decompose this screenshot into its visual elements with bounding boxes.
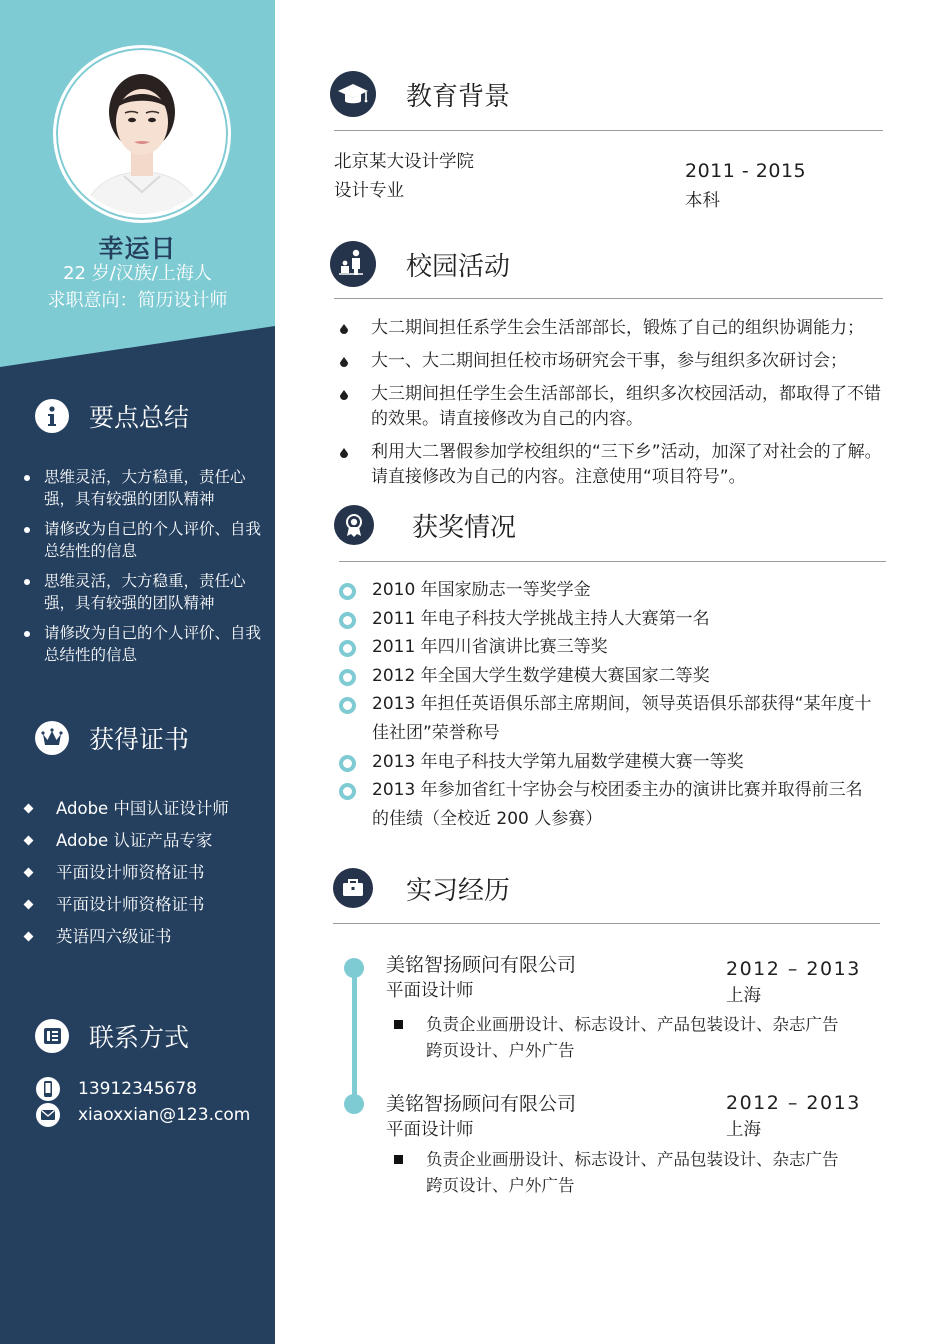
- award-item: 2011 年电子科技大学挑战主持人大赛第一名: [338, 605, 878, 634]
- internship-years: 2012 – 2013: [726, 1092, 861, 1114]
- mail-icon: [36, 1103, 60, 1127]
- awards-list: [338, 576, 878, 833]
- education-heading: [330, 71, 510, 117]
- contact-phone-row: [36, 1077, 197, 1101]
- summary-heading: [35, 398, 189, 434]
- internship-location: 上海: [726, 1120, 761, 1140]
- award-item: 2010 年国家励志一等奖学金: [338, 576, 878, 605]
- avatar: [62, 54, 222, 214]
- education-divider: [334, 130, 883, 131]
- certificates-heading: [35, 720, 189, 756]
- square-bullet: [394, 1155, 403, 1164]
- internship-duty: 负责企业画册设计、标志设计、产品包装设计、杂志广告跨页设计、户外广告: [426, 1015, 839, 1060]
- education-degree: 本科: [685, 191, 720, 211]
- activity-item: 大二期间担任系学生会生活部部长，锻炼了自己的组织协调能力；: [338, 316, 883, 341]
- internship-role: 平面设计师: [386, 1120, 474, 1140]
- certificate-item: 英语四六级证书: [22, 921, 262, 953]
- sidebar: [0, 0, 275, 1344]
- education-title: 教育背景: [406, 81, 511, 112]
- contact-email-row: [36, 1103, 250, 1127]
- briefcase-icon: [333, 868, 373, 908]
- award-item: 2012 年全国大学生数学建模大赛国家二等奖: [338, 662, 878, 691]
- activities-list: [338, 316, 883, 498]
- internship-years: 2012 – 2013: [726, 958, 861, 980]
- activity-item: 大一、大二期间担任校市场研究会干事，参与组织多次研讨会；: [338, 349, 883, 374]
- medal-icon: [334, 505, 374, 545]
- award-item: 2013 年参加省红十字协会与校团委主办的演讲比赛并取得前三名的佳绩（全校近 200 人参赛）: [338, 776, 878, 833]
- contact-card-icon: [35, 1019, 69, 1053]
- summary-list: [22, 466, 262, 674]
- awards-heading: [334, 505, 516, 545]
- certificate-item: Adobe 认证产品专家: [22, 825, 262, 857]
- award-item: 2013 年担任英语俱乐部主席期间，领导英语俱乐部获得“某年度十佳社团”荣誉称号: [338, 690, 878, 747]
- certificate-item: 平面设计师资格证书: [22, 857, 262, 889]
- internship-role: 平面设计师: [386, 981, 474, 1001]
- timeline-dot: [344, 958, 364, 978]
- summary-title: 要点总结: [89, 403, 190, 432]
- phone-icon: [36, 1077, 60, 1101]
- internship-title: 实习经历: [406, 875, 511, 906]
- education-years: 2011 - 2015: [685, 160, 807, 182]
- certificates-list: [22, 793, 262, 953]
- internship-timeline: [352, 966, 357, 1106]
- awards-title: 获奖情况: [412, 512, 517, 543]
- contact-phone[interactable]: 13912345678: [78, 1079, 197, 1099]
- timeline-dot: [344, 1094, 364, 1114]
- square-bullet: [394, 1020, 403, 1029]
- activities-title: 校园活动: [406, 251, 511, 282]
- education-school: 北京某大设计学院: [334, 152, 474, 172]
- contact-title: 联系方式: [89, 1023, 190, 1052]
- internship-divider: [333, 923, 880, 924]
- activities-divider: [334, 298, 883, 299]
- award-item: 2011 年四川省演讲比赛三等奖: [338, 633, 878, 662]
- award-item: 2013 年电子科技大学第九届数学建模大赛一等奖: [338, 748, 878, 777]
- certificates-title: 获得证书: [89, 725, 190, 754]
- internship-company: 美铭智扬顾问有限公司: [386, 1093, 577, 1115]
- profile-name: 幸运日: [98, 234, 177, 263]
- summary-item: 请修改为自己的个人评价、自我总结性的信息: [22, 622, 262, 666]
- contact-heading: [35, 1018, 189, 1054]
- certificate-item: 平面设计师资格证书: [22, 889, 262, 921]
- graduation-cap-icon: [330, 71, 376, 117]
- profile-meta: 22 岁/汉族/上海人: [63, 263, 212, 284]
- internship-heading: [333, 868, 510, 908]
- activities-heading: [330, 241, 510, 287]
- education-major: 设计专业: [334, 181, 404, 201]
- profile-intent: 求职意向：简历设计师: [47, 290, 228, 311]
- summary-item: 思维灵活，大方稳重，责任心强，具有较强的团队精神: [22, 570, 262, 614]
- awards-divider: [339, 561, 886, 562]
- people-icon: [330, 241, 376, 287]
- activity-item: 利用大二署假参加学校组织的“三下乡”活动，加深了对社会的了解。请直接修改为自己的内容。注意使用“项目符号”。: [338, 440, 883, 490]
- internship-location: 上海: [726, 986, 761, 1006]
- info-icon: [35, 399, 69, 433]
- contact-email[interactable]: xiaoxxian@123.com: [78, 1105, 251, 1125]
- summary-item: 思维灵活，大方稳重，责任心强，具有较强的团队精神: [22, 466, 262, 510]
- internship-duty: 负责企业画册设计、标志设计、产品包装设计、杂志广告跨页设计、户外广告: [426, 1150, 839, 1195]
- internship-company: 美铭智扬顾问有限公司: [386, 954, 577, 976]
- crown-icon: [35, 721, 69, 755]
- activity-item: 大三期间担任学生会生活部部长，组织多次校园活动，都取得了不错的效果。请直接修改为自己的内容。: [338, 382, 883, 432]
- summary-item: 请修改为自己的个人评价、自我总结性的信息: [22, 518, 262, 562]
- certificate-item: Adobe 中国认证设计师: [22, 793, 262, 825]
